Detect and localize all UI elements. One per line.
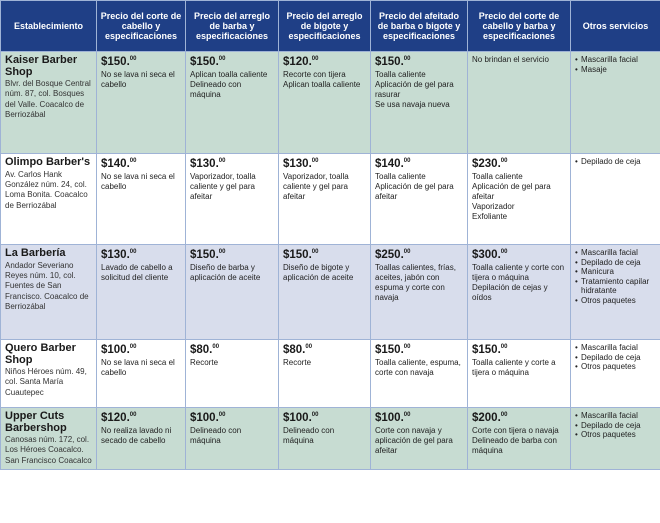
price-value xyxy=(375,411,463,425)
price-amount: $250. xyxy=(375,249,404,261)
price-cents: 00 xyxy=(500,344,508,351)
price-cents: 00 xyxy=(403,412,411,419)
price-amount: $230. xyxy=(472,158,501,170)
other-service-item: • Otros paquetes xyxy=(575,430,656,440)
price-amount: $80. xyxy=(190,344,213,356)
price-cents: 00 xyxy=(311,158,319,165)
service-description: Toalla caliente Aplicación de gel para afeitar Vaporizador Exfoliante xyxy=(472,172,551,222)
other-service-item: • Masaje xyxy=(575,65,656,75)
service-description: Toalla caliente Aplicación de gel para afeitar xyxy=(375,172,454,202)
service-description: No se lava ni seca el cabello xyxy=(101,358,175,378)
price-cell xyxy=(279,154,371,245)
price-cell xyxy=(371,245,468,340)
header-establecimiento: Establecimiento xyxy=(1,1,97,52)
price-value xyxy=(283,411,366,425)
price-cell xyxy=(468,154,571,245)
service-description: No se lava ni seca el cabello xyxy=(101,172,175,192)
service-description: Lavado de cabello a solicitud del cliente xyxy=(101,263,173,283)
price-cell xyxy=(371,408,468,470)
service-description: Recorte xyxy=(283,358,312,368)
service-description: No brindan el servicio xyxy=(472,55,549,64)
establishment-name: Upper Cuts Barbershop xyxy=(5,410,67,434)
other-service-item: • Manicura xyxy=(575,267,656,277)
other-services-list xyxy=(575,411,656,440)
price-cents: 00 xyxy=(403,344,411,351)
header-corte-cabello: Precio del corte de cabello y especificaciones xyxy=(97,1,186,52)
service-description: Recorte con tijera Aplican toalla caliente xyxy=(283,70,361,90)
service-description: Toalla caliente, espuma, corte con navaja xyxy=(375,358,461,378)
price-value xyxy=(101,248,181,262)
establishment-address: Canosas núm. 172, col. Los Héroes Coacalco. San Francisco Coacalco xyxy=(5,435,92,465)
service-description: Corte con navaja y aplicación de gel para afeitar xyxy=(375,426,453,456)
service-description: Diseño de bigote y aplicación de aceite xyxy=(283,263,354,283)
price-cents: 00 xyxy=(311,412,319,419)
price-cell xyxy=(186,52,279,154)
price-cents: 00 xyxy=(218,56,226,63)
other-services-cell xyxy=(571,245,660,340)
price-amount: $150. xyxy=(190,56,219,68)
other-services-cell xyxy=(571,154,660,245)
price-cents: 00 xyxy=(218,249,226,256)
price-value xyxy=(101,343,181,357)
price-cell xyxy=(468,52,571,154)
price-amount: $150. xyxy=(101,56,130,68)
price-cell xyxy=(371,340,468,408)
price-amount: $150. xyxy=(375,56,404,68)
other-services-cell xyxy=(571,340,660,408)
price-value xyxy=(472,411,566,425)
price-cents: 00 xyxy=(500,158,508,165)
establishment-cell xyxy=(1,340,97,408)
establishment-name: La Barbería xyxy=(5,247,66,259)
header-otros-servicios: Otros servicios xyxy=(571,1,660,52)
price-cell xyxy=(468,340,571,408)
table-row xyxy=(1,154,660,245)
price-cell xyxy=(279,340,371,408)
price-cell xyxy=(468,408,571,470)
price-cell xyxy=(371,52,468,154)
service-description: Corte con tijera o navaja Delineado de barba con máquina xyxy=(472,426,559,456)
price-value xyxy=(190,157,274,171)
price-cents: 00 xyxy=(311,249,319,256)
service-description: Toallas calientes, frías, aceites, jabón con espuma y corte con navaja xyxy=(375,263,456,303)
price-cell xyxy=(371,154,468,245)
establishment-cell xyxy=(1,408,97,470)
price-value xyxy=(472,157,566,171)
other-services-list xyxy=(575,343,656,372)
establishment-name: Kaiser Barber Shop xyxy=(5,54,78,78)
price-value xyxy=(472,343,566,357)
other-service-item: • Depilado de ceja xyxy=(575,157,656,167)
price-cents: 00 xyxy=(129,249,137,256)
price-value xyxy=(101,157,181,171)
price-amount: $100. xyxy=(101,344,130,356)
other-service-item: • Otros paquetes xyxy=(575,362,656,372)
price-amount: $130. xyxy=(190,158,219,170)
establishment-address: Av. Carlos Hank González núm. 24, col. Loma Bonita. Coacalco de Berriozábal xyxy=(5,169,88,210)
price-value xyxy=(283,343,366,357)
price-amount: $140. xyxy=(375,158,404,170)
price-cents: 00 xyxy=(129,412,137,419)
price-cell xyxy=(97,52,186,154)
price-amount: $300. xyxy=(472,249,501,261)
service-description: No se lava ni seca el cabello xyxy=(101,70,175,90)
price-cents: 00 xyxy=(500,412,508,419)
establishment-address: Niños Héroes núm. 49, col. Santa María Cuautepec xyxy=(5,367,87,397)
price-value xyxy=(283,157,366,171)
other-service-item: • Depilado de ceja xyxy=(575,258,656,268)
price-cents: 00 xyxy=(129,344,137,351)
price-cell xyxy=(97,245,186,340)
establishment-address: Blvr. del Bosque Central núm. 87, col. Bosques del Valle. Coacalco de Berriozábal xyxy=(5,79,91,120)
price-cell xyxy=(468,245,571,340)
table-header xyxy=(1,1,660,52)
price-amount: $130. xyxy=(101,249,130,261)
price-value xyxy=(190,55,274,69)
other-services-list xyxy=(575,157,656,167)
other-service-item: • Mascarilla facial xyxy=(575,343,656,353)
price-value xyxy=(375,157,463,171)
price-cell xyxy=(186,340,279,408)
other-services-cell xyxy=(571,408,660,470)
price-cents: 00 xyxy=(218,412,226,419)
establishment-name: Quero Barber Shop xyxy=(5,342,76,366)
service-description: Toalla caliente y corte con tijera o máquina Depilación de cejas y oídos xyxy=(472,263,565,303)
price-amount: $140. xyxy=(101,158,130,170)
other-services-list xyxy=(575,55,656,74)
price-amount: $120. xyxy=(101,412,130,424)
price-cell xyxy=(279,245,371,340)
price-cell xyxy=(97,408,186,470)
service-description: Delineado con máquina xyxy=(190,426,242,446)
establishment-address: Andador Severiano Reyes núm. 10, col. Fuentes de San Francisco. Coacalco de Berriozábal xyxy=(5,260,89,312)
other-service-item: • Depilado de ceja xyxy=(575,353,656,363)
other-service-item: • Mascarilla facial xyxy=(575,248,656,258)
price-cell xyxy=(279,408,371,470)
service-description: Vaporizador, toalla caliente y gel para afeitar xyxy=(190,172,256,202)
price-cents: 00 xyxy=(403,56,411,63)
price-amount: $200. xyxy=(472,412,501,424)
service-description: No realiza lavado ni secado de cabello xyxy=(101,426,172,446)
price-value xyxy=(375,248,463,262)
price-cell xyxy=(97,154,186,245)
price-cents: 00 xyxy=(129,158,137,165)
price-amount: $130. xyxy=(283,158,312,170)
price-amount: $80. xyxy=(283,344,306,356)
other-services-list xyxy=(575,248,656,306)
price-cents: 00 xyxy=(403,158,411,165)
header-arreglo-bigote: Precio del arreglo de bigote y especificaciones xyxy=(279,1,371,52)
price-amount: $150. xyxy=(283,249,312,261)
service-description: Toalla caliente Aplicación de gel para rasurar Se usa navaja nueva xyxy=(375,70,454,110)
table-row xyxy=(1,245,660,340)
table-row xyxy=(1,340,660,408)
establishment-name: Olimpo Barber's xyxy=(5,156,91,168)
price-cell xyxy=(186,408,279,470)
other-service-item: • Otros paquetes xyxy=(575,296,656,306)
price-value xyxy=(283,55,366,69)
price-cell xyxy=(186,245,279,340)
price-cell xyxy=(97,340,186,408)
price-value xyxy=(190,343,274,357)
price-value xyxy=(101,55,181,69)
table-row xyxy=(1,408,660,470)
service-description: Recorte xyxy=(190,358,219,368)
other-service-item: • Tratamiento capilar hidratante xyxy=(575,277,656,296)
price-amount: $100. xyxy=(190,412,219,424)
other-service-item: • Depilado de ceja xyxy=(575,421,656,431)
header-afeitado: Precio del afeitado de barba o bigote y especificaciones xyxy=(371,1,468,52)
price-value xyxy=(283,248,366,262)
price-value xyxy=(375,343,463,357)
price-amount: $120. xyxy=(283,56,312,68)
price-cell xyxy=(186,154,279,245)
other-services-cell xyxy=(571,52,660,154)
price-cents: 00 xyxy=(403,249,411,256)
price-value xyxy=(375,55,463,69)
other-service-item: • Mascarilla facial xyxy=(575,55,656,65)
price-value xyxy=(190,248,274,262)
price-amount: $150. xyxy=(375,344,404,356)
header-arreglo-barba: Precio del arreglo de barba y especificaciones xyxy=(186,1,279,52)
service-description: Toalla caliente y corte a tijera o máquina xyxy=(472,358,556,378)
service-description: Delineado con máquina xyxy=(283,426,335,446)
table-row xyxy=(1,52,660,154)
price-cents: 00 xyxy=(218,158,226,165)
establishment-cell xyxy=(1,154,97,245)
establishment-cell xyxy=(1,52,97,154)
price-amount: $150. xyxy=(472,344,501,356)
price-amount: $100. xyxy=(375,412,404,424)
establishment-cell xyxy=(1,245,97,340)
header-corte-cabello-barba: Precio del corte de cabello y barba y especificaciones xyxy=(468,1,571,52)
price-amount: $100. xyxy=(283,412,312,424)
price-value xyxy=(472,248,566,262)
price-amount: $150. xyxy=(190,249,219,261)
price-value xyxy=(101,411,181,425)
price-cents: 00 xyxy=(212,344,220,351)
service-description: Diseño de barba y aplicación de aceite xyxy=(190,263,261,283)
price-cents: 00 xyxy=(305,344,313,351)
price-cents: 00 xyxy=(129,56,137,63)
other-service-item: • Mascarilla facial xyxy=(575,411,656,421)
price-cents: 00 xyxy=(500,249,508,256)
price-cents: 00 xyxy=(311,56,319,63)
service-description: Vaporizador, toalla caliente y gel para afeitar xyxy=(283,172,349,202)
table-body xyxy=(1,52,660,470)
price-value xyxy=(190,411,274,425)
price-cell xyxy=(279,52,371,154)
service-description: Aplican toalla caliente Delineado con máquina xyxy=(190,70,268,100)
